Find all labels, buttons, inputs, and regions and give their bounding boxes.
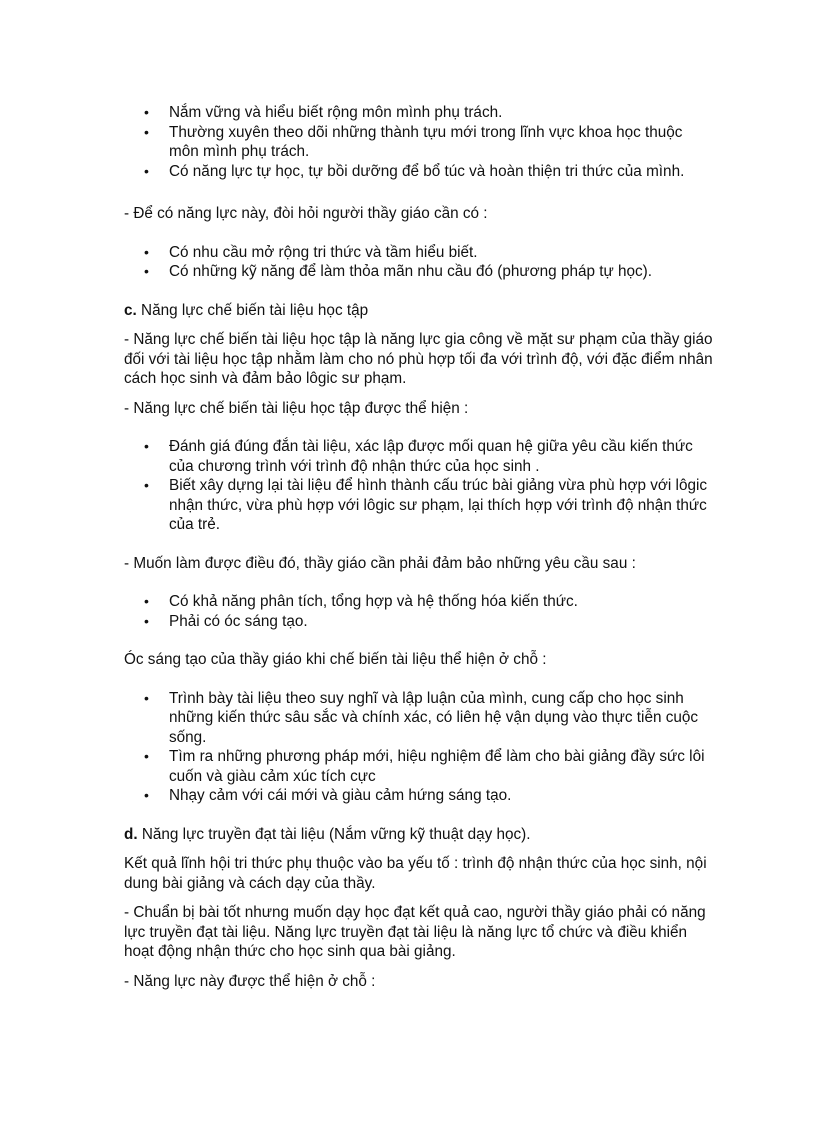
list-item-text: Tìm ra những phương pháp mới, hiệu nghiệm để làm cho bài giảng đầy sức lôi cuốn và giàu cảm xúc tích cực xyxy=(169,748,705,785)
paragraph: - Năng lực chế biến tài liệu học tập là năng lực gia công về mặt sư phạm của thầy giáo đối với tài liệu học tập nhằm làm cho nó phù hợp tối đa với trình độ, với đặc điểm nhân cách học sinh và đảm bảo lôgic sư phạm. xyxy=(124,331,713,387)
list-item xyxy=(124,123,714,162)
bullet-list-5 xyxy=(124,689,714,806)
bullet-list-1 xyxy=(124,103,714,181)
bullet-list-2 xyxy=(124,243,714,282)
list-item xyxy=(124,162,714,182)
list-item-text: Thường xuyên theo dõi những thành tựu mới trong lĩnh vực khoa học thuộc môn mình phụ trách. xyxy=(169,123,683,160)
bullet-icon: • xyxy=(144,477,149,493)
paragraph: - Để có năng lực này, đòi hỏi người thầy giáo cần có : xyxy=(124,205,488,222)
heading-text: Năng lực chế biến tài liệu học tập xyxy=(136,301,369,319)
paragraph: Óc sáng tạo của thầy giáo khi chế biến tài liệu thể hiện ở chỗ : xyxy=(124,651,547,668)
list-item xyxy=(124,476,714,535)
list-item-text: Đánh giá đúng đắn tài liệu, xác lập được mối quan hệ giữa yêu cầu kiến thức của chương trình với trình độ nhận thức của học sinh . xyxy=(169,438,693,475)
bullet-list-4 xyxy=(124,592,714,631)
list-item-text: Trình bày tài liệu theo suy nghĩ và lập luận của mình, cung cấp cho học sinh những kiến thức sâu sắc và chính xác, có liên hệ vận dụng vào thực tiễn cuộc sống. xyxy=(169,689,699,746)
list-item xyxy=(124,592,714,612)
bullet-icon: • xyxy=(144,162,149,179)
bullet-icon: • xyxy=(144,438,149,454)
list-item-text: Có năng lực tự học, tự bồi dưỡng để bổ túc và hoàn thiện tri thức của mình. xyxy=(169,162,685,180)
list-item xyxy=(124,103,714,123)
bullet-icon: • xyxy=(144,748,149,764)
list-item-text: Phải có óc sáng tạo. xyxy=(169,612,308,630)
bullet-icon: • xyxy=(144,104,149,120)
list-item xyxy=(124,689,714,748)
heading-text: Năng lực truyền đạt tài liệu (Nắm vững kỹ thuật dạy học). xyxy=(137,825,531,843)
list-item xyxy=(124,612,714,632)
bullet-icon: • xyxy=(144,593,149,609)
bullet-icon: • xyxy=(144,612,149,629)
bullet-icon: • xyxy=(144,263,149,279)
list-item xyxy=(124,243,714,263)
paragraph: Kết quả lĩnh hội tri thức phụ thuộc vào ba yếu tố : trình độ nhận thức của học sinh, nội dung bài giảng và cách dạy của thầy. xyxy=(124,855,707,892)
list-item-text: Nhạy cảm với cái mới và giàu cảm hứng sáng tạo. xyxy=(169,787,512,804)
paragraph: - Năng lực chế biến tài liệu học tập được thể hiện : xyxy=(124,399,469,417)
document-page xyxy=(124,103,714,991)
heading-label: c. xyxy=(124,301,137,319)
bullet-icon: • xyxy=(144,787,149,803)
list-item xyxy=(124,747,714,786)
list-item-text: Có những kỹ năng để làm thỏa mãn nhu cầu đó (phương pháp tự học). xyxy=(169,263,652,280)
list-item-text: Có nhu cầu mở rộng tri thức và tầm hiểu biết. xyxy=(169,243,478,261)
paragraph: - Muốn làm được điều đó, thầy giáo cần phải đảm bảo những yêu cầu sau : xyxy=(124,554,636,572)
list-item-text: Nắm vững và hiểu biết rộng môn mình phụ trách. xyxy=(169,104,503,121)
paragraph: - Chuẩn bị bài tốt nhưng muốn dạy học đạt kết quả cao, người thầy giáo phải có năng lực truyền đạt tài liệu. Năng lực truyền đạt tài liệu là năng lực tổ chức và điều khiển hoạt động nhận thức cho học sinh qua bài giảng. xyxy=(124,904,706,960)
paragraph: - Năng lực này được thể hiện ở chỗ : xyxy=(124,972,376,990)
section-heading-c xyxy=(124,301,714,321)
list-item xyxy=(124,786,714,806)
section-heading-d xyxy=(124,825,714,845)
list-item-text: Biết xây dựng lại tài liệu để hình thành cấu trúc bài giảng vừa phù hợp với lôgic nhận thức, vừa phù hợp với lôgic sư phạm, lại thích hợp với trình độ nhận thức của trẻ. xyxy=(169,477,708,533)
list-item-text: Có khả năng phân tích, tổng hợp và hệ thống hóa kiến thức. xyxy=(169,593,578,610)
list-item xyxy=(124,262,714,282)
heading-label: d. xyxy=(124,825,138,843)
bullet-icon: • xyxy=(144,243,149,260)
bullet-icon: • xyxy=(144,123,149,140)
list-item xyxy=(124,437,714,476)
bullet-list-3 xyxy=(124,437,714,535)
bullet-icon: • xyxy=(144,689,149,706)
